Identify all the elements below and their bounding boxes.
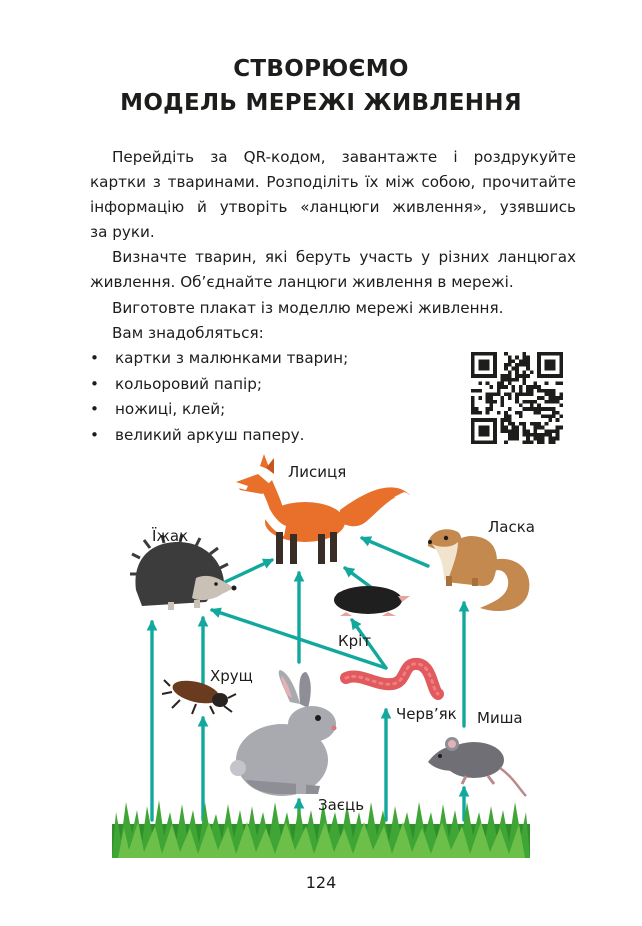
label-hedgehog: Їжак	[152, 527, 189, 545]
worm-icon	[346, 664, 438, 694]
label-beetle: Хрущ	[210, 667, 253, 685]
title-line-1: СТВОРЮЄМО	[233, 56, 409, 82]
paragraph-1	[90, 145, 576, 245]
label-weasel: Ласка	[488, 518, 535, 536]
paragraph-2-line-2: живлення. Об’єднайте ланцюги живлення в мережі.	[90, 273, 514, 291]
label-mole: Кріт	[338, 632, 372, 650]
paragraph-2	[90, 245, 576, 295]
paragraph-4: Вам знадобляться:	[112, 324, 264, 342]
weasel-icon	[428, 529, 529, 611]
mole-icon	[334, 586, 410, 616]
list-item: • картки з малюнками тварин;	[90, 346, 348, 372]
qr-code[interactable]	[471, 352, 563, 444]
mouse-icon	[428, 737, 526, 796]
label-worm: Черв’як	[396, 705, 457, 723]
title-line-2: МОДЕЛЬ МЕРЕЖІ ЖИВЛЕННЯ	[120, 90, 522, 116]
paragraph-1-line-1: Перейдіть за QR-кодом, завантажте і роздрукуйте	[112, 148, 576, 166]
paragraph-1-line-4: за руки.	[90, 223, 155, 241]
arrow-mole-fox	[345, 568, 372, 588]
label-mouse: Миша	[477, 709, 523, 727]
list-item: • кольоровий папір;	[90, 372, 348, 398]
list-item: • ножиці, клей;	[90, 397, 348, 423]
label-hare: Заєць	[318, 796, 365, 814]
arrow-weasel-fox	[362, 538, 428, 566]
food-web-diagram	[0, 450, 642, 870]
page-number: 124	[305, 873, 337, 892]
arrow-hedgehog-fox	[225, 560, 272, 582]
paragraph-3: Виготовте плакат із моделлю мережі живлення.	[112, 299, 504, 317]
paragraph-2-line-1: Визначте тварин, які беруть участь у різних ланцюгах	[112, 248, 576, 266]
materials-list	[90, 346, 348, 448]
paragraph-1-line-3: інформацію й утворіть «ланцюги живлення», узявшись	[90, 198, 576, 216]
hare-icon	[230, 670, 337, 796]
paragraph-1-line-2: картки з тваринами. Розподіліть їх між собою, прочитайте	[90, 173, 576, 191]
label-fox: Лисиця	[288, 463, 347, 481]
hedgehog-icon	[130, 534, 237, 610]
list-item: • великий аркуш паперу.	[90, 423, 348, 449]
